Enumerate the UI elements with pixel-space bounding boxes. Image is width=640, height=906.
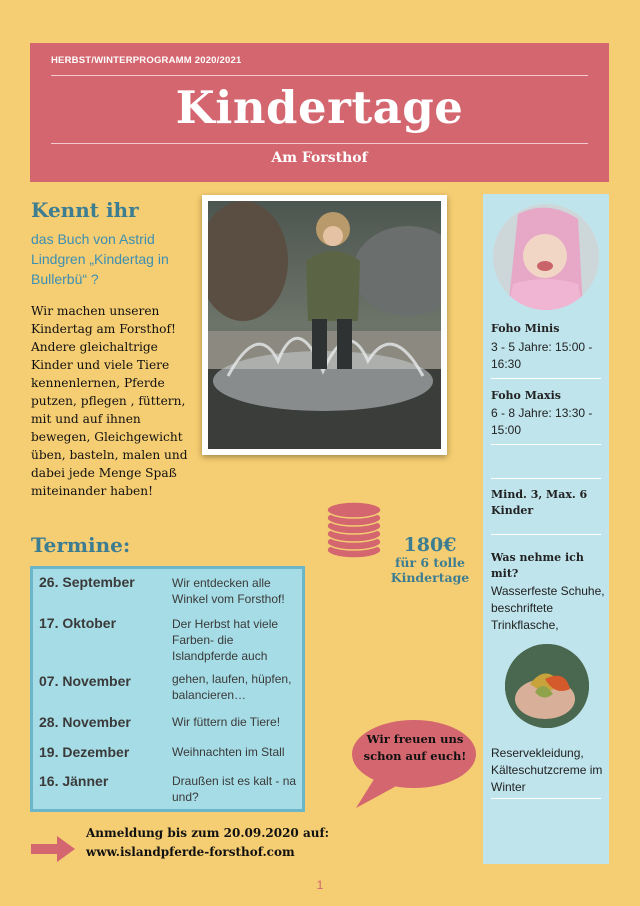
termine-description: Weihnachten im Stall: [172, 745, 285, 759]
sidebar-divider: [491, 444, 601, 445]
termine-date: 17. Oktober: [39, 615, 117, 631]
page-subtitle: Am Forsthof: [271, 150, 368, 166]
puddle-photo: [202, 195, 447, 455]
header-banner: [30, 43, 609, 182]
termine-date: 07. November: [39, 673, 131, 689]
termine-table: [30, 566, 305, 812]
price-desc-line-2: Kindertage: [390, 570, 470, 585]
puddle-photo-image: [208, 201, 441, 449]
sidebar-divider: [491, 378, 601, 379]
maxis-title: Foho Maxis: [491, 389, 561, 402]
registration-block: [86, 824, 329, 862]
minis-time: 3 - 5 Jahre: 15:00 - 16:30: [491, 340, 593, 371]
bubble-line-1: Wir freuen uns: [366, 732, 464, 746]
termine-description: Wir füttern die Tiere!: [172, 715, 281, 729]
info-sidebar: [483, 194, 609, 864]
speech-bubble-text: [360, 731, 470, 765]
termine-description: Draußen ist es kalt - na und?: [172, 774, 297, 804]
autumn-leaves-image: [505, 644, 589, 728]
maxis-time: 6 - 8 Jahre: 13:30 - 15:00: [491, 406, 593, 437]
price-block: [370, 535, 490, 585]
registration-deadline: Anmeldung bis zum 20.09.2020 auf:: [86, 826, 330, 840]
autumn-leaves-graphic: [505, 644, 589, 728]
sidebar-divider: [491, 534, 601, 535]
page-title: Kindertage: [175, 81, 464, 134]
banner-divider-bottom: [51, 143, 588, 144]
child-portrait-graphic: [493, 204, 599, 310]
page-number: 1: [316, 878, 324, 892]
price-amount: 180€: [403, 534, 457, 556]
sidebar-divider: [491, 798, 601, 799]
bring-list-continued: Reservekleidung, Kälteschutzcreme im Winter: [491, 746, 603, 794]
banner-divider-top: [51, 75, 588, 76]
termine-date: 16. Jänner: [39, 773, 109, 789]
termine-date: 28. November: [39, 714, 131, 730]
bring-title: Was nehme ich mit?: [491, 551, 584, 580]
group-size: Mind. 3, Max. 6 Kinder: [491, 488, 588, 517]
termine-date: 19. Dezember: [39, 744, 130, 760]
registration-link[interactable]: www.islandpferde-forsthof.com: [86, 845, 295, 859]
termine-description: Der Herbst hat viele Farben- die Islandpferde auch: [172, 617, 279, 663]
arrow-right-icon: [31, 836, 75, 862]
intro-body: Wir machen unseren Kindertag am Forsthof! Andere gleichaltrige Kinder und viele Tiere kennenlernen, Pferde putzen, pflegen , füttern, mit und auf ihnen bewegen, Gleichgewicht üben, basteln, malen und dabei jede Menge Spaß miteinander haben!: [31, 304, 188, 498]
program-kicker: HERBST/WINTERPROGRAMM 2020/2021: [51, 55, 242, 66]
termine-heading: Termine:: [31, 533, 131, 557]
bubble-line-2: schon auf euch!: [363, 749, 467, 763]
child-portrait-image: [493, 204, 599, 310]
price-desc-line-1: für 6 tolle: [394, 555, 465, 570]
sidebar-divider: [491, 478, 601, 479]
termine-date: 26. September: [39, 574, 135, 590]
intro-heading: Kennt ihr: [31, 198, 139, 222]
minis-title: Foho Minis: [491, 322, 560, 335]
intro-book-line: das Buch von Astrid Lindgren „Kindertag in Bullerbü“ ?: [31, 231, 169, 287]
bring-list: Wasserfeste Schuhe, beschriftete Trinkflasche,: [491, 584, 605, 632]
termine-description: gehen, laufen, hüpfen, balancieren…: [172, 672, 292, 702]
termine-description: Wir entdecken alle Winkel vom Forsthof!: [172, 576, 285, 606]
